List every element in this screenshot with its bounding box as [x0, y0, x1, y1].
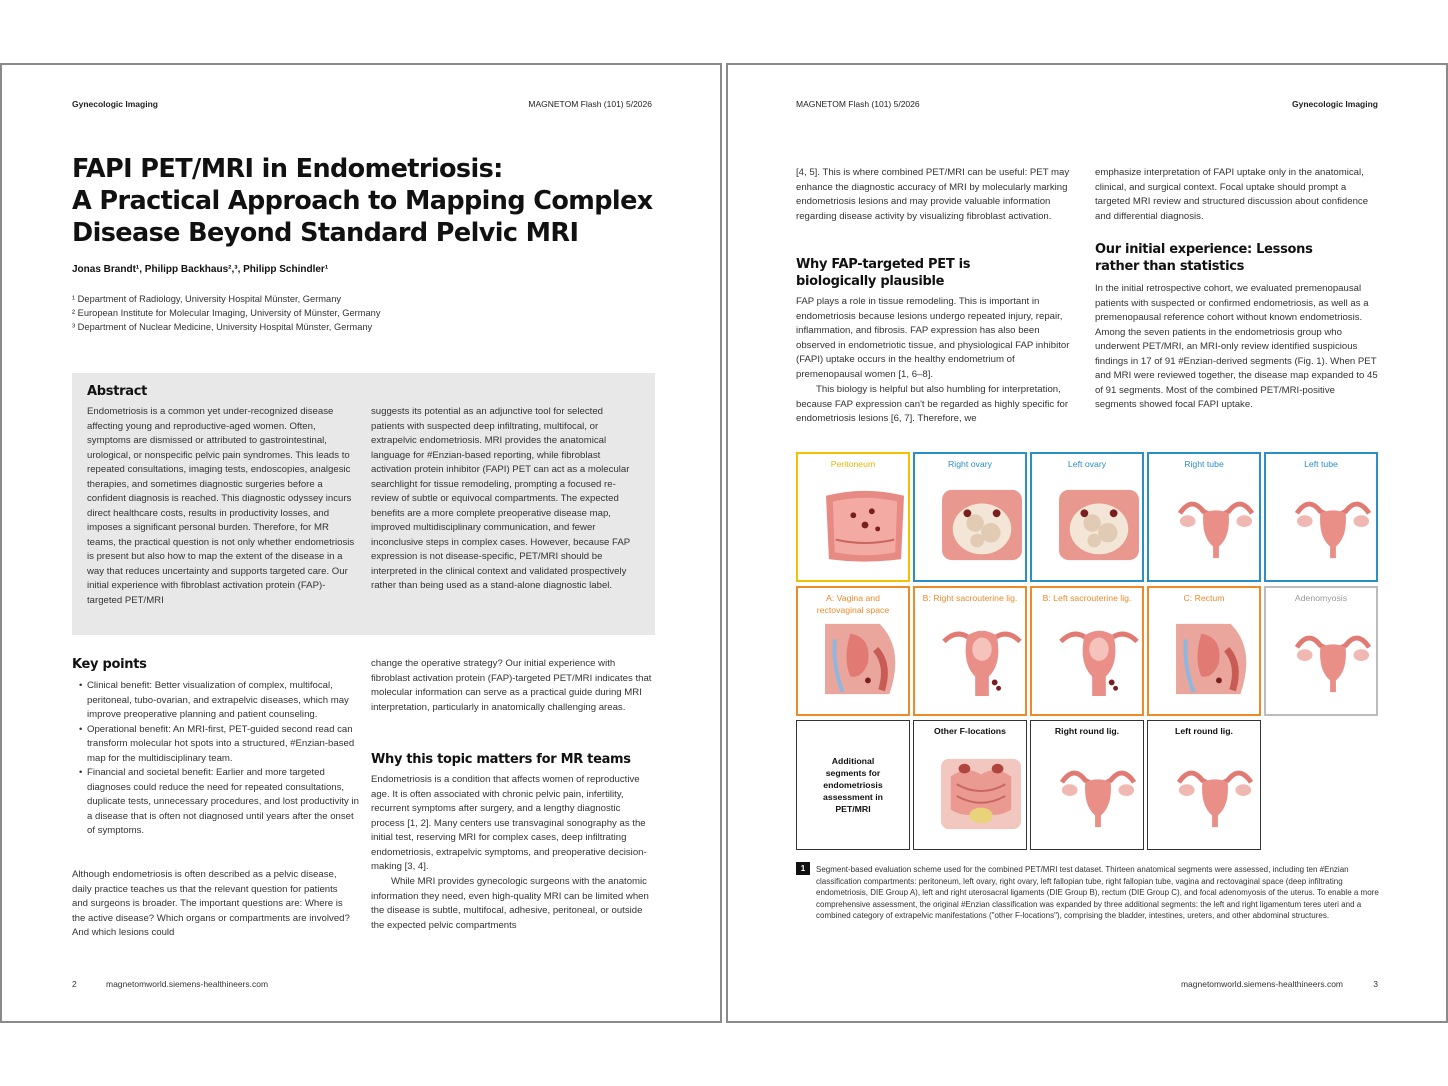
figure-cell	[1147, 452, 1261, 582]
body-paragraph: change the operative strategy? Our initial experience with fibroblast activation protein (FAP)-targeted PET/MRI indicates that molecular information can serve as a practical guide during MRI interpretation, particularly in anatomically challenging areas.	[371, 658, 652, 713]
title-line: FAPI PET/MRI in Endometriosis:	[72, 154, 503, 184]
body-paragraph: While MRI provides gynecologic surgeons with the anatomic information they need, even high-quality MRI can be limited when the disease is subtle, multifocal, adhesive, peritoneal, or outside the expected pelvic compartments	[371, 876, 649, 931]
figure-cell	[796, 720, 910, 850]
figure-cell-label: A: Vagina and rectovaginal space	[816, 593, 890, 615]
abstract-column: suggests its potential as an adjunctive tool for selected patients with suspected deep infiltrating, multifocal, or extrapelvic endometriosis. MRI provides the anatomical language for #Enzian-based reporting, while fibroblast activation protein inhibitor (FAPI) PET can act as a molecular searchlight for tissue remodeling, prompting a focused re-review of subtle or equivocal compartments. The expected benefits are a more complete preoperative disease map, improved multidisciplinary communication, and fewer inconclusive steps in complex cases. However, because FAP expression is not disease-specific, PET/MRI should be interpreted in the clinical context and validated prospectively rather than being used as a stand-alone diagnostic label.	[371, 406, 630, 591]
figure-cell	[1030, 720, 1144, 850]
figure-cell	[1030, 452, 1144, 582]
issue-label: MAGNETOM Flash (101) 5/2026	[796, 99, 920, 109]
experience-heading: Our initial experience: Lessons rather than statistics	[1095, 242, 1313, 274]
key-points-list	[77, 679, 362, 839]
body-paragraph: In the initial retrospective cohort, we evaluated premenopausal patients with suspected or confirmed endometriosis, as well as a premenopausal reference cohort without known endometriosis. Among the seven patients in the endometriosis group who underwent PET/MRI, an MRI-only review identified suspicious findings in 17 of 91 #Enzian-derived segments (Fig. 1). When PET and MRI were reviewed together, the disease map expanded to 45 of 91 segments. Most of the combined PET/MRI-positive segments showed focal FAPI uptake.	[1095, 283, 1378, 410]
authors: Jonas Brandt¹, Philipp Backhaus²,³, Philipp Schindler¹	[72, 264, 329, 275]
figure-number-badge: 1	[796, 862, 810, 875]
body-paragraph: emphasize interpretation of FAPI uptake only in the anatomical, clinical, and surgical context. Focal uptake should prompt a targeted MRI review and structured discussion about confidence and differential diagnosis.	[1095, 167, 1369, 222]
figure-cell-label: Left round lig.	[1175, 726, 1233, 736]
why-heading: Why this topic matters for MR teams	[371, 752, 631, 767]
issue-label: MAGNETOM Flash (101) 5/2026	[528, 99, 652, 109]
affiliation: ² European Institute for Molecular Imaging, University of Münster, Germany	[72, 308, 381, 318]
page-number: 3	[1373, 979, 1378, 989]
page-number: 2	[72, 979, 77, 989]
figure-segment-grid	[796, 452, 1380, 852]
figure-cell	[1264, 452, 1378, 582]
affiliation: ¹ Department of Radiology, University Hospital Münster, Germany	[72, 294, 342, 304]
figure-cell	[1030, 586, 1144, 716]
title-line: A Practical Approach to Mapping Complex	[72, 186, 653, 216]
figure-cell-label: Additional segments for endometriosis assessment in PET/MRI	[823, 756, 883, 814]
figure-cell	[1147, 586, 1261, 716]
figure-cell	[913, 586, 1027, 716]
figure-cell-label: Peritoneum	[830, 459, 876, 469]
figure-cell	[796, 452, 910, 582]
left-page	[0, 63, 722, 1023]
figure-cell-label: Other F-locations	[934, 726, 1006, 736]
website-link[interactable]: magnetomworld.siemens-healthineers.com	[106, 979, 269, 989]
article-title	[72, 153, 672, 249]
section-label: Gynecologic Imaging	[72, 99, 158, 109]
body-paragraph: [4, 5]. This is where combined PET/MRI can be useful: PET may enhance the diagnostic accuracy of MRI by molecularly marking endometriosis lesions and may provide valuable information regarding disease activity by visualizing fibroblast activation.	[796, 167, 1070, 222]
abstract-heading: Abstract	[87, 384, 148, 399]
body-paragraph: Although endometriosis is often described as a pelvic disease, daily practice teaches us that the relevant question for patients and surgeons is broader. The important questions are: Where is the active disease? Which organs or compartments are involved? And which lesions could	[72, 869, 350, 938]
figure-caption: Segment-based evaluation scheme used for the combined PET/MRI test dataset. Thirteen anatomical segments were assessed, including ten #Enzian classification compartments: peritoneum, left ovary, right ovary, left fallopian tube, right fallopian tube, vagina and rectovaginal space (deep infiltrating endometriosis, DIE Group A), left and right uterosacral ligaments (DIE Group B), rectum (DIE Group C), and focal adenomyosis of the uterus. To enable a more comprehensive assessment, the original #Enzian classification was expanded by three additional segments: the left and right ligamentum teres uteri and a combined category of extrapelvic manifestations ("other F-locations"), comprising the bladder, intestines, ureters, and other abdominal structures.	[816, 865, 1379, 921]
figure-cell	[1147, 720, 1261, 850]
body-paragraph: FAP plays a role in tissue remodeling. This is important in endometriosis because lesions undergo repeated injury, repair, inflammation, and fibrosis. FAP expression has also been observed in endometriotic tissue, and physiological FAP inhibitor (FAPI) uptake occurs in the healthy endometrium of premenopausal women [1, 6–8].	[796, 296, 1070, 380]
figure-cell-label: Right tube	[1184, 459, 1224, 469]
affiliation: ³ Department of Nuclear Medicine, University Hospital Münster, Germany	[72, 322, 373, 332]
figure-cell-label: Left ovary	[1067, 459, 1107, 469]
fap-heading: Why FAP-targeted PET is biologically plausible	[796, 257, 971, 289]
figure-cell-label: Left tube	[1304, 459, 1338, 469]
body-paragraph: Endometriosis is a condition that affects women of reproductive age. It is often associated with chronic pelvic pain, infertility, recurrent symptoms after surgery, and a lengthy diagnostic process [1, 2]. Many centers use transvaginal sonography as the initial test, reserving MRI for complex cases, deep infiltrating endometriosis, extrapelvic symptoms, and preoperative decision-making [3, 4].	[371, 774, 647, 872]
figure-cell-label: B: Right sacrouterine lig.	[922, 593, 1018, 603]
figure-cell-label: B: Left sacrouterine lig.	[1042, 593, 1132, 603]
figure-cell	[1264, 586, 1378, 716]
abstract-column: Endometriosis is a common yet under-recognized disease affecting young and reproductive-aged women. Often, symptoms are dismissed or attributed to gastrointestinal, urological, or nonspecific pelvic pain syndromes. This leads to repeated consultations, imaging tests, endoscopies, analgesic therapies, and sometimes diagnostic surgeries before a confident diagnosis is reached. This diagnostic odyssey incurs direct healthcare costs, results in productivity losses, and imposes a significant personal burden. Therefore, for MR teams, the practical question is not only whether endometriosis is present but also how to map the extent of the disease in a way that reduces uncertainty and supports targeted care. Our initial experience with fibroblast activation protein (FAP)-targeted PET/MRI	[87, 406, 355, 606]
figure-cell	[913, 720, 1027, 850]
list-item: • Financial and societal benefit: Earlier and more targeted diagnoses could reduce the need for repeated consultations, duplicate tests, unnecessary procedures, and lost productivity in a disease that is often not diagnosed until years after the onset of symptoms.	[87, 766, 362, 839]
section-label: Gynecologic Imaging	[1292, 99, 1378, 109]
abstract-box	[72, 373, 655, 635]
figure-cell-label: Right ovary	[948, 459, 992, 469]
website-link[interactable]: magnetomworld.siemens-healthineers.com	[1180, 979, 1343, 989]
figure-cell-label: Right round lig.	[1054, 726, 1120, 736]
key-points-heading: Key points	[72, 657, 147, 672]
body-paragraph: This biology is helpful but also humbling for interpretation, because FAP expression can't be regarded as highly specific for endometriosis lesions [6, 7]. Therefore, we	[796, 384, 1069, 424]
list-item: • Clinical benefit: Better visualization of complex, multifocal, peritoneal, tubo-ovarian, and extrapelvic diseases, which may improve preoperative planning and patient counseling.	[87, 679, 362, 723]
figure-cell	[913, 452, 1027, 582]
right-page	[726, 63, 1448, 1023]
figure-cell	[796, 586, 910, 716]
title-line: Disease Beyond Standard Pelvic MRI	[72, 218, 579, 248]
figure-cell-label: Adenomyosis	[1294, 593, 1348, 603]
list-item: • Operational benefit: An MRI-first, PET-guided second read can transform molecular hot spots into a structured, #Enzian-based map for the multidisciplinary team.	[87, 723, 362, 767]
figure-cell-label: C: Rectum	[1183, 593, 1225, 603]
